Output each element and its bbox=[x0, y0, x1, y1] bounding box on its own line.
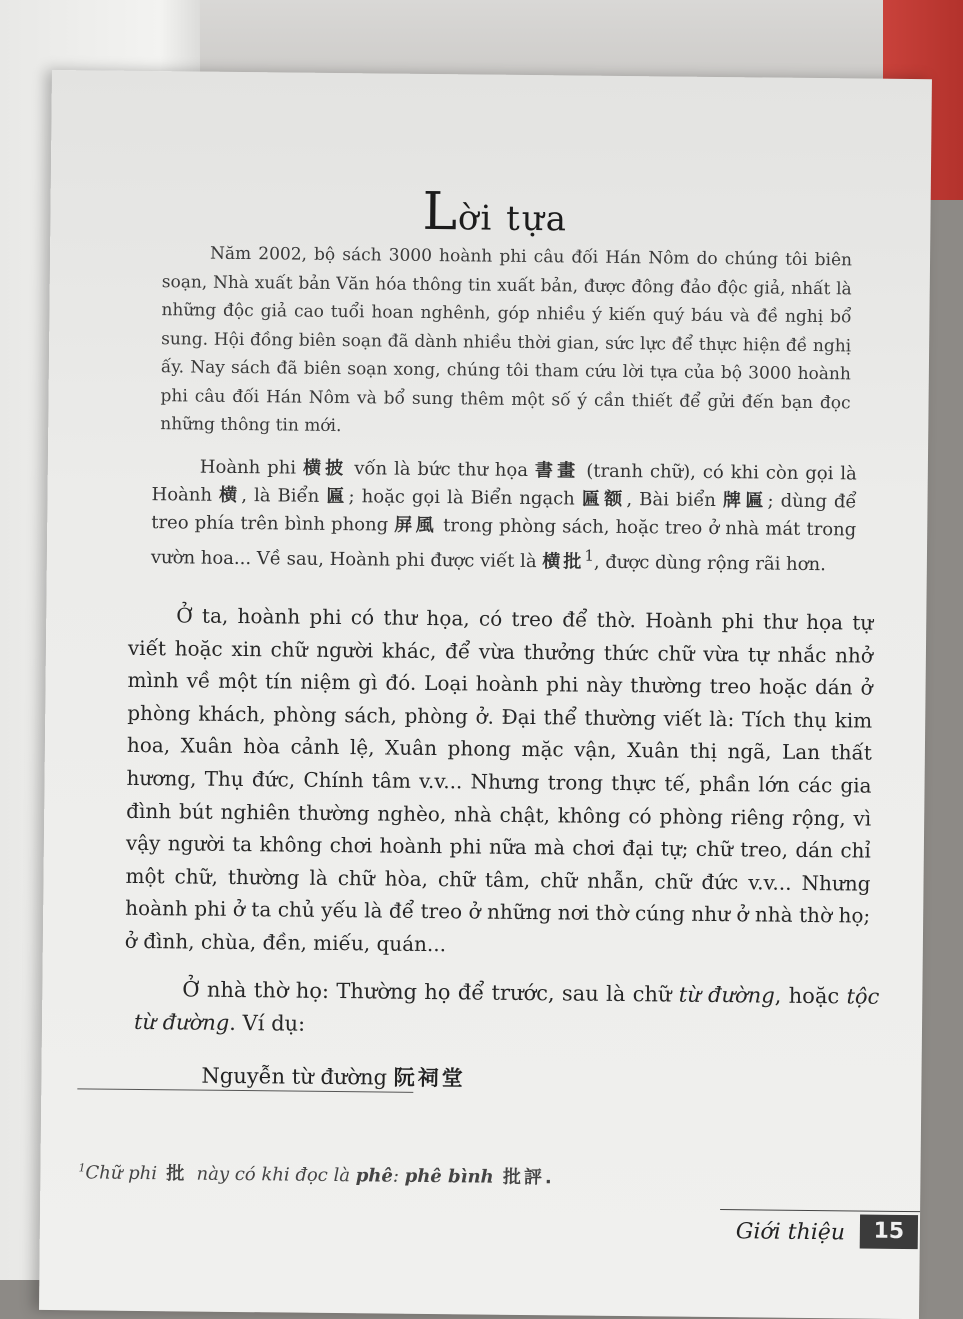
book-page bbox=[39, 70, 932, 1319]
page-title bbox=[422, 182, 568, 244]
section-rule bbox=[720, 1209, 920, 1212]
paragraph-1: Năm 2002, bộ sách 3000 hoành phi câu đối Hán Nôm do chúng tôi biên soạn, Nhà xuất bản Văn hóa thông tin xuất bản, được đông đảo độc giả, nhất là những độc giả cao tuổi hoan nghênh, góp nhiều ý kiến quý báu và đề nghị bổ sung. Hội đồng biên soạn đã dành nhiều thời gian, sức lực để thực hiện đề nghị ấy. Nay sách đã biên soạn xong, chúng tôi tham cứu lời tựa của bộ 3000 hoành phi câu đối Hán Nôm và bổ sung thêm một số ý cần thiết để gửi đến bạn đọc những thông tin mới. bbox=[160, 243, 853, 437]
section-label: Giới thiệu bbox=[735, 1219, 846, 1246]
footnote: $^1$Chữ phi 批 này có khi đọc là phê: phê bình 批評. bbox=[78, 1161, 555, 1189]
page-number: 15 bbox=[860, 1215, 918, 1250]
title-capital: L bbox=[422, 181, 459, 243]
paragraph-2: Hoành phi 横披 vốn là bức thư họa 書畫 (tranh chữ), có khi còn gọi là Hoành 横, là Biển 匾; hoặc gọi là Biển ngạch 匾额, Bài biển 牌匾; dùng để treo phía trên bình phong 屏風 trong phòng sách, hoặc treo ở nhà mát trong vườn hoa... Về sau, Hoành phi được viết là 横批$^1$, được dùng rộng rãi hơn. bbox=[150, 456, 857, 576]
example-line: Nguyễn từ đường 阮祠堂 bbox=[201, 1063, 466, 1091]
paragraph-4: Ở nhà thờ họ: Thường họ để trước, sau là chữ từ đường, hoặc tộc từ đường. Ví dụ: bbox=[133, 977, 880, 1036]
paragraph-3: Ở ta, hoành phi có thư họa, có treo để thờ. Hoành phi thư họa tự viết hoặc xin chữ người khác, để vừa thưởng thức chữ vừa tự nhắc nhở mình về một tín niệm gì đó. Loại hoành phi này thường treo hoặc dán ở phòng khách, phòng sách, phòng ở. Đại thể thường viết là: Tích thụ kim hoa, Xuân hòa cảnh lệ, Xuân phong mặc vận, Xuân thị ngã, Lan thất hương, Thụ đức, Chính tâm v.v... Nhưng trong thực tế, phần lớn các gia đình bút nghiên thường nghèo, nhà chật, không có phòng riêng rộng, vì vậy người ta không chơi hoành phi nữa mà chơi đại tự; chữ treo, dán chỉ một chữ, thường là chữ hòa, chữ tâm, chữ nhẫn, chữ đức v.v... Nhưng hoành phi ở ta chủ yếu là để treo ở những nơi thờ cúng như ở nhà thờ họ; ở đình, chùa, đền, miếu, quán... bbox=[124, 603, 874, 957]
footnote-marker: 1 bbox=[584, 546, 595, 565]
title-rest: ời tựa bbox=[457, 198, 569, 240]
